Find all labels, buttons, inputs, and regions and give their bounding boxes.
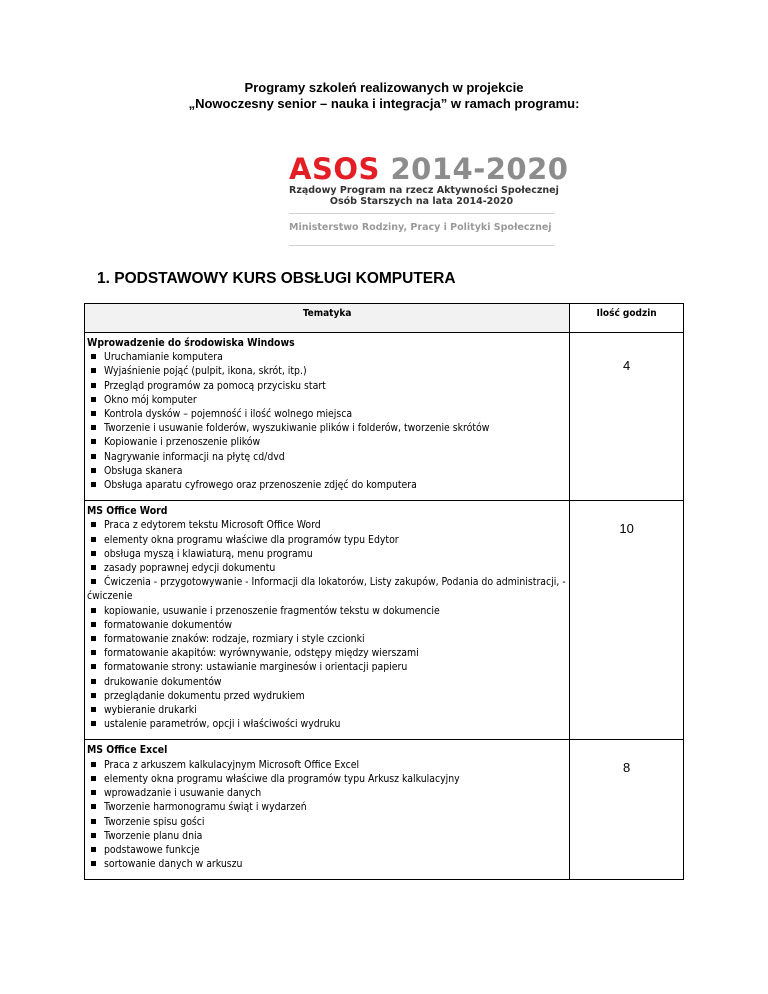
list-item bbox=[87, 646, 566, 660]
hours-value: 10 bbox=[619, 521, 634, 537]
square-bullet-icon bbox=[91, 679, 96, 684]
square-bullet-icon bbox=[91, 707, 96, 712]
logo-brand-years: 2014-2020 bbox=[390, 152, 569, 186]
square-bullet-icon bbox=[91, 622, 96, 627]
table-row bbox=[85, 740, 684, 880]
logo-divider bbox=[289, 213, 554, 214]
square-bullet-icon bbox=[91, 762, 96, 767]
topic-list bbox=[87, 518, 566, 731]
list-item bbox=[87, 518, 566, 532]
list-item-text: kopiowanie, usuwanie i przenoszenie fragmentów tekstu w dokumencie bbox=[104, 604, 440, 617]
topic-cell bbox=[85, 740, 570, 880]
list-item-text: podstawowe funkcje bbox=[104, 843, 200, 856]
square-bullet-icon bbox=[91, 522, 96, 527]
list-item-text: Nagrywanie informacji na płytę cd/dvd bbox=[104, 450, 285, 463]
list-item bbox=[87, 843, 566, 857]
header-line-1: Programy szkoleń realizowanych w projekcie bbox=[244, 80, 524, 95]
list-item bbox=[87, 421, 566, 435]
square-bullet-icon bbox=[91, 565, 96, 570]
document-header bbox=[0, 80, 768, 112]
list-item bbox=[87, 575, 566, 603]
square-bullet-icon bbox=[91, 383, 96, 388]
list-item bbox=[87, 478, 566, 492]
hours-value: 8 bbox=[622, 760, 631, 776]
topic-cell bbox=[85, 501, 570, 740]
list-item bbox=[87, 675, 566, 689]
module-title: MS Office Excel bbox=[87, 744, 168, 757]
list-item bbox=[87, 604, 566, 618]
square-bullet-icon bbox=[91, 608, 96, 613]
list-item bbox=[87, 786, 566, 800]
list-item-text: elementy okna programu właściwe dla programów typu Edytor bbox=[104, 533, 399, 546]
square-bullet-icon bbox=[91, 664, 96, 669]
square-bullet-icon bbox=[91, 861, 96, 866]
hours-value: 4 bbox=[622, 358, 631, 373]
square-bullet-icon bbox=[91, 833, 96, 838]
hours-cell bbox=[570, 333, 684, 501]
list-item-text: Przegląd programów za pomocą przycisku start bbox=[104, 379, 326, 392]
column-header-hours: Ilość godzin bbox=[570, 304, 684, 333]
list-item-text: Tworzenie spisu gości bbox=[104, 815, 205, 828]
list-item-text: Obsługa skanera bbox=[104, 464, 183, 477]
topic-list bbox=[87, 758, 566, 872]
topic-cell bbox=[85, 333, 570, 501]
list-item-text: Kopiowanie i przenoszenie plików bbox=[104, 436, 261, 449]
list-item-text: formatowanie dokumentów bbox=[104, 618, 232, 631]
square-bullet-icon bbox=[91, 425, 96, 430]
square-bullet-icon bbox=[91, 790, 96, 795]
logo-ministry: Ministerstwo Rodziny, Pracy i Polityki Społecznej bbox=[289, 222, 552, 233]
list-item-text: formatowanie znaków: rodzaje, rozmiary i style czcionki bbox=[104, 633, 365, 646]
list-item bbox=[87, 618, 566, 632]
table-row bbox=[85, 501, 684, 740]
module-title: Wprowadzenie do środowiska Windows bbox=[87, 337, 295, 349]
square-bullet-icon bbox=[91, 579, 96, 584]
square-bullet-icon bbox=[91, 468, 96, 473]
logo-subtitle bbox=[289, 185, 559, 207]
square-bullet-icon bbox=[91, 636, 96, 641]
module-title: MS Office Word bbox=[87, 505, 168, 518]
topic-list bbox=[87, 350, 566, 492]
square-bullet-icon bbox=[91, 397, 96, 402]
list-item bbox=[87, 857, 566, 871]
list-item-text: Wyjaśnienie pojąć (pulpit, ikona, skrót, itp.) bbox=[104, 365, 307, 378]
square-bullet-icon bbox=[91, 368, 96, 373]
list-item-text: ustalenie parametrów, opcji i właściwości wydruku bbox=[104, 718, 341, 731]
list-item bbox=[87, 464, 566, 478]
list-item bbox=[87, 407, 566, 421]
list-item-text: formatowanie strony: ustawianie marginesów i orientacji papieru bbox=[104, 661, 408, 674]
list-item bbox=[87, 772, 566, 786]
square-bullet-icon bbox=[91, 439, 96, 444]
square-bullet-icon bbox=[91, 482, 96, 487]
list-item-text: Praca z arkuszem kalkulacyjnym Microsoft Office Excel bbox=[104, 758, 360, 771]
table-body bbox=[85, 333, 684, 880]
list-item bbox=[87, 364, 566, 378]
list-item bbox=[87, 800, 566, 814]
list-item bbox=[87, 379, 566, 393]
list-item-text: Kontrola dysków – pojemność i ilość wolnego miejsca bbox=[104, 408, 353, 421]
square-bullet-icon bbox=[91, 411, 96, 416]
list-item bbox=[87, 547, 566, 561]
list-item bbox=[87, 829, 566, 843]
list-item-text: przeglądanie dokumentu przed wydrukiem bbox=[104, 689, 305, 702]
list-item-text: drukowanie dokumentów bbox=[104, 675, 222, 688]
asos-logo bbox=[289, 152, 569, 259]
square-bullet-icon bbox=[91, 354, 96, 359]
list-item-text: wprowadzanie i usuwanie danych bbox=[104, 787, 262, 800]
logo-divider-bottom bbox=[289, 245, 554, 246]
list-item-text: formatowanie akapitów: wyrównywanie, odstępy między wierszami bbox=[104, 647, 419, 660]
square-bullet-icon bbox=[91, 721, 96, 726]
list-item-text: Obsługa aparatu cyfrowego oraz przenoszenie zdjęć do komputera bbox=[104, 479, 417, 492]
square-bullet-icon bbox=[91, 776, 96, 781]
list-item bbox=[87, 689, 566, 703]
list-item-text: Tworzenie harmonogramu świąt i wydarzeń bbox=[104, 801, 307, 814]
table-header-row bbox=[85, 304, 684, 333]
list-item bbox=[87, 350, 566, 364]
list-item-text: sortowanie danych w arkuszu bbox=[104, 858, 243, 871]
list-item-text: Uruchamianie komputera bbox=[104, 351, 223, 364]
square-bullet-icon bbox=[91, 454, 96, 459]
square-bullet-icon bbox=[91, 847, 96, 852]
list-item-text: Tworzenie i usuwanie folderów, wyszukiwanie plików i folderów, tworzenie skrótów bbox=[104, 422, 490, 435]
list-item bbox=[87, 561, 566, 575]
list-item-text: zasady poprawnej edycji dokumentu bbox=[104, 562, 276, 575]
list-item bbox=[87, 660, 566, 674]
list-item-text: Tworzenie planu dnia bbox=[104, 829, 203, 842]
list-item bbox=[87, 703, 566, 717]
hours-cell bbox=[570, 501, 684, 740]
logo-brand bbox=[289, 152, 569, 186]
list-item-text: Ćwiczenia - przygotowywanie - Informacji dla lokatorów, Listy zakupów, Podania do administracji, - ćwiczenie bbox=[87, 576, 566, 603]
logo-subtitle-line-2: Osób Starszych na lata 2014-2020 bbox=[329, 196, 514, 207]
header-line-2: „Nowoczesny senior – nauka i integracja” w ramach programu: bbox=[188, 96, 580, 111]
logo-brand-red: ASOS bbox=[289, 152, 380, 186]
list-item bbox=[87, 533, 566, 547]
hours-cell bbox=[570, 740, 684, 880]
square-bullet-icon bbox=[91, 537, 96, 542]
logo-subtitle-line-1: Rządowy Program na rzecz Aktywności Społecznej bbox=[289, 185, 559, 196]
square-bullet-icon bbox=[91, 819, 96, 824]
list-item-text: Okno mój komputer bbox=[104, 393, 197, 406]
table-row bbox=[85, 333, 684, 501]
list-item bbox=[87, 758, 566, 772]
square-bullet-icon bbox=[91, 551, 96, 556]
square-bullet-icon bbox=[91, 650, 96, 655]
list-item bbox=[87, 450, 566, 464]
list-item bbox=[87, 717, 566, 731]
list-item bbox=[87, 393, 566, 407]
list-item bbox=[87, 815, 566, 829]
list-item-text: wybieranie drukarki bbox=[104, 704, 197, 717]
list-item-text: elementy okna programu właściwe dla programów typu Arkusz kalkulacyjny bbox=[104, 772, 460, 785]
list-item bbox=[87, 632, 566, 646]
section-title: 1. PODSTAWOWY KURS OBSŁUGI KOMPUTERA bbox=[97, 270, 456, 287]
list-item-text: obsługa myszą i klawiaturą, menu programu bbox=[104, 547, 313, 560]
list-item bbox=[87, 435, 566, 449]
list-item-text: Praca z edytorem tekstu Microsoft Office Word bbox=[104, 519, 321, 532]
square-bullet-icon bbox=[91, 804, 96, 809]
column-header-topic: Tematyka bbox=[85, 304, 570, 333]
course-table bbox=[84, 303, 684, 880]
square-bullet-icon bbox=[91, 693, 96, 698]
